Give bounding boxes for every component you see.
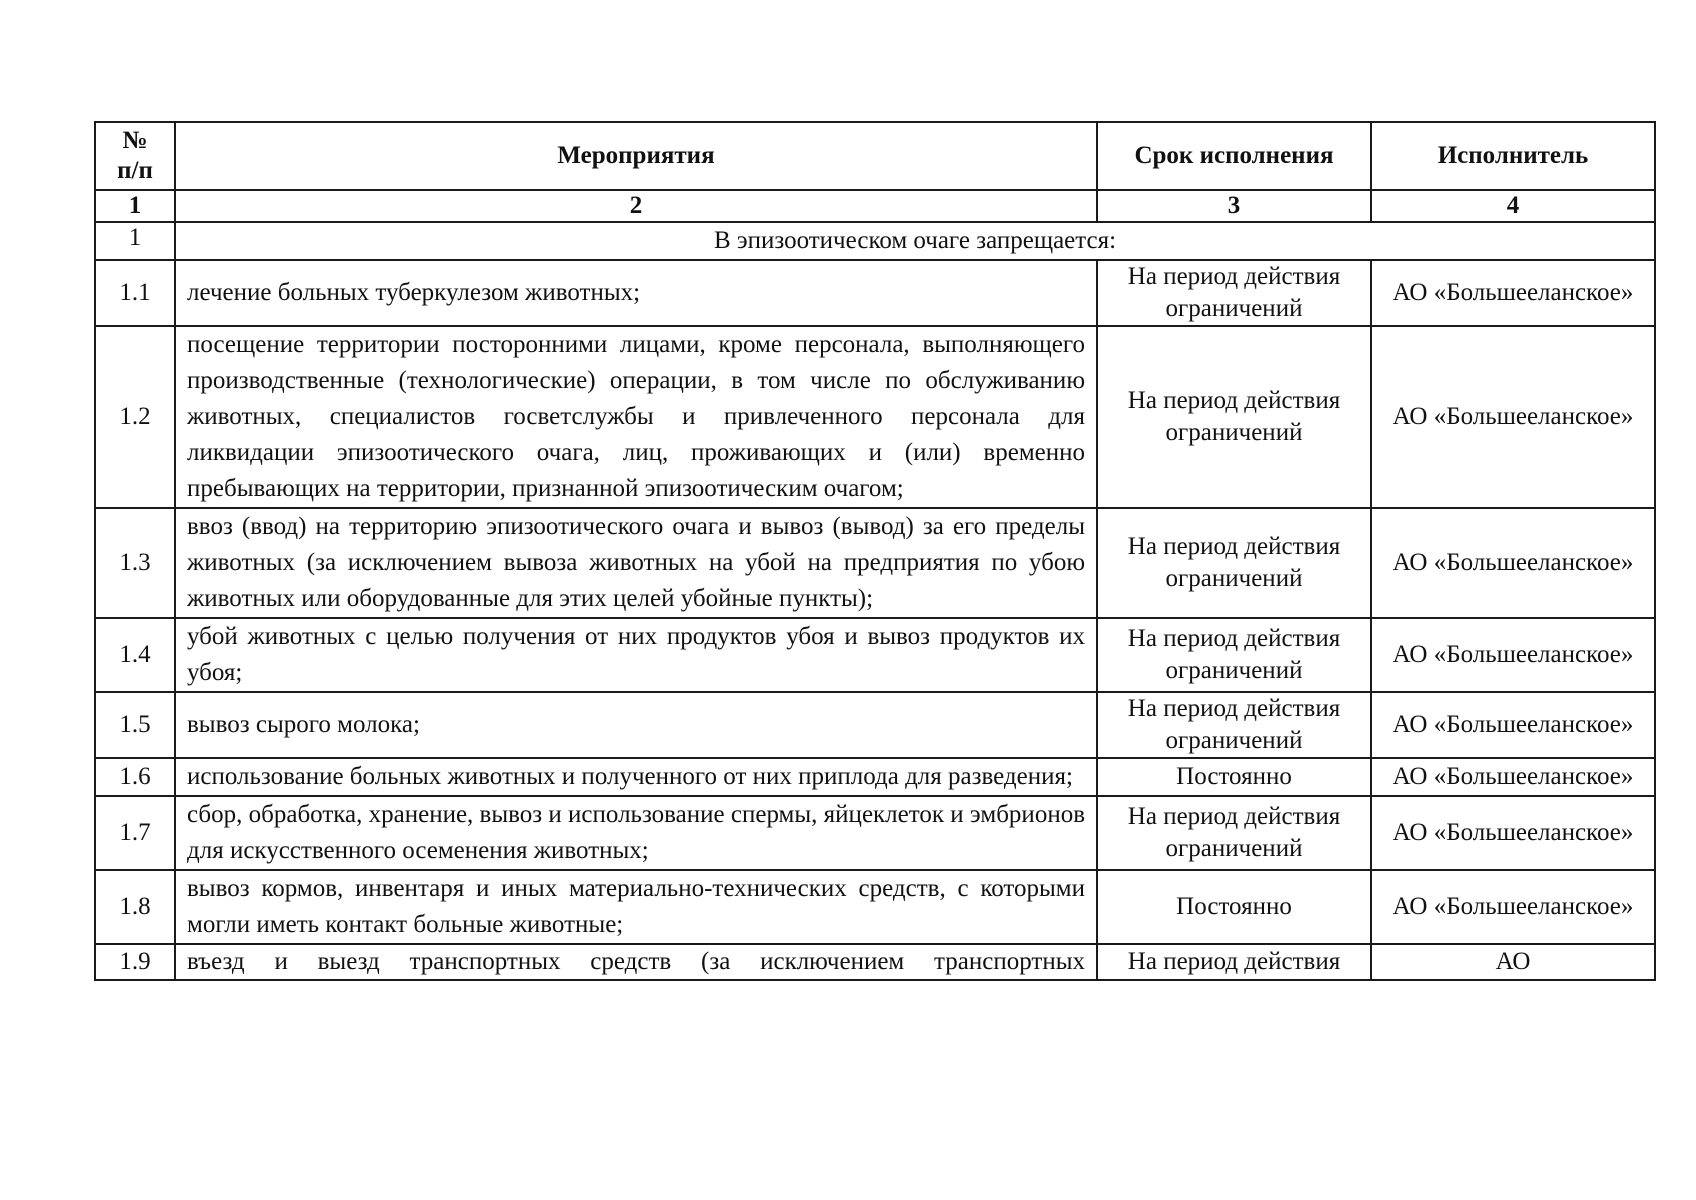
row-term: На период действия ограничений bbox=[1097, 260, 1371, 326]
header-measures: Мероприятия bbox=[175, 122, 1097, 190]
row-executor: АО «Большееланское» bbox=[1371, 508, 1655, 618]
row-measure: вывоз сырого молока; bbox=[175, 692, 1097, 758]
table-row bbox=[95, 260, 1655, 326]
row-executor: АО bbox=[1371, 944, 1655, 980]
row-num: 1.7 bbox=[95, 796, 175, 870]
row-executor: АО «Большееланское» bbox=[1371, 326, 1655, 508]
table-row bbox=[95, 758, 1655, 796]
column-index-cell: 1 bbox=[95, 190, 175, 222]
row-term: На период действия ограничений bbox=[1097, 508, 1371, 618]
row-term: Постоянно bbox=[1097, 870, 1371, 944]
column-index-cell: 4 bbox=[1371, 190, 1655, 222]
row-term: Постоянно bbox=[1097, 758, 1371, 796]
row-term: На период действия ограничений bbox=[1097, 618, 1371, 692]
row-measure: въезд и выезд транспортных средств (за исключением транспортных bbox=[175, 944, 1097, 980]
row-num: 1.2 bbox=[95, 326, 175, 508]
table-row bbox=[95, 692, 1655, 758]
table-header-row bbox=[95, 122, 1655, 190]
row-num: 1.4 bbox=[95, 618, 175, 692]
row-executor: АО «Большееланское» bbox=[1371, 260, 1655, 326]
row-executor: АО «Большееланское» bbox=[1371, 870, 1655, 944]
row-measure: убой животных с целью получения от них продуктов убоя и вывоз продуктов их убоя; bbox=[175, 618, 1097, 692]
table-row bbox=[95, 944, 1655, 980]
row-executor: АО «Большееланское» bbox=[1371, 692, 1655, 758]
row-measure: лечение больных туберкулезом животных; bbox=[175, 260, 1097, 326]
row-measure: использование больных животных и полученного от них приплода для разведения; bbox=[175, 758, 1097, 796]
row-num: 1.1 bbox=[95, 260, 175, 326]
header-num: № п/п bbox=[95, 122, 175, 190]
column-index-cell: 2 bbox=[175, 190, 1097, 222]
row-num: 1.9 bbox=[95, 944, 175, 980]
measures-table bbox=[94, 121, 1656, 981]
column-index-row bbox=[95, 190, 1655, 222]
table-row bbox=[95, 326, 1655, 508]
table-row bbox=[95, 796, 1655, 870]
section-title: В эпизоотическом очаге запрещается: bbox=[175, 222, 1655, 260]
row-term: На период действия ограничений bbox=[1097, 796, 1371, 870]
section-num: 1 bbox=[95, 222, 175, 260]
row-executor: АО «Большееланское» bbox=[1371, 796, 1655, 870]
row-num: 1.8 bbox=[95, 870, 175, 944]
row-term: На период действия ограничений bbox=[1097, 692, 1371, 758]
row-num: 1.5 bbox=[95, 692, 175, 758]
row-executor: АО «Большееланское» bbox=[1371, 618, 1655, 692]
header-term: Срок исполнения bbox=[1097, 122, 1371, 190]
row-measure: ввоз (ввод) на территорию эпизоотического очага и вывоз (вывод) за его пределы животных (за исключением вывоза животных на убой на предприятия по убою животных или оборудованные для этих целей убойные пункты); bbox=[175, 508, 1097, 618]
table-row bbox=[95, 870, 1655, 944]
row-num: 1.3 bbox=[95, 508, 175, 618]
row-measure: вывоз кормов, инвентаря и иных материально-технических средств, с которыми могли иметь контакт больные животные; bbox=[175, 870, 1097, 944]
section-row bbox=[95, 222, 1655, 260]
row-measure: посещение территории посторонними лицами, кроме персонала, выполняющего производственные (технологические) операции, в том числе по обслуживанию животных, специалистов госветслужбы и привлеченного персонала для ликвидации эпизоотического очага, лиц, проживающих и (или) временно пребывающих на территории, признанной эпизоотическим очагом; bbox=[175, 326, 1097, 508]
table-row bbox=[95, 508, 1655, 618]
header-executor: Исполнитель bbox=[1371, 122, 1655, 190]
column-index-cell: 3 bbox=[1097, 190, 1371, 222]
row-executor: АО «Большееланское» bbox=[1371, 758, 1655, 796]
row-measure: сбор, обработка, хранение, вывоз и использование спермы, яйцеклеток и эмбрионов для искусственного осеменения животных; bbox=[175, 796, 1097, 870]
table-row bbox=[95, 618, 1655, 692]
row-term: На период действия bbox=[1097, 944, 1371, 980]
row-term: На период действия ограничений bbox=[1097, 326, 1371, 508]
row-num: 1.6 bbox=[95, 758, 175, 796]
